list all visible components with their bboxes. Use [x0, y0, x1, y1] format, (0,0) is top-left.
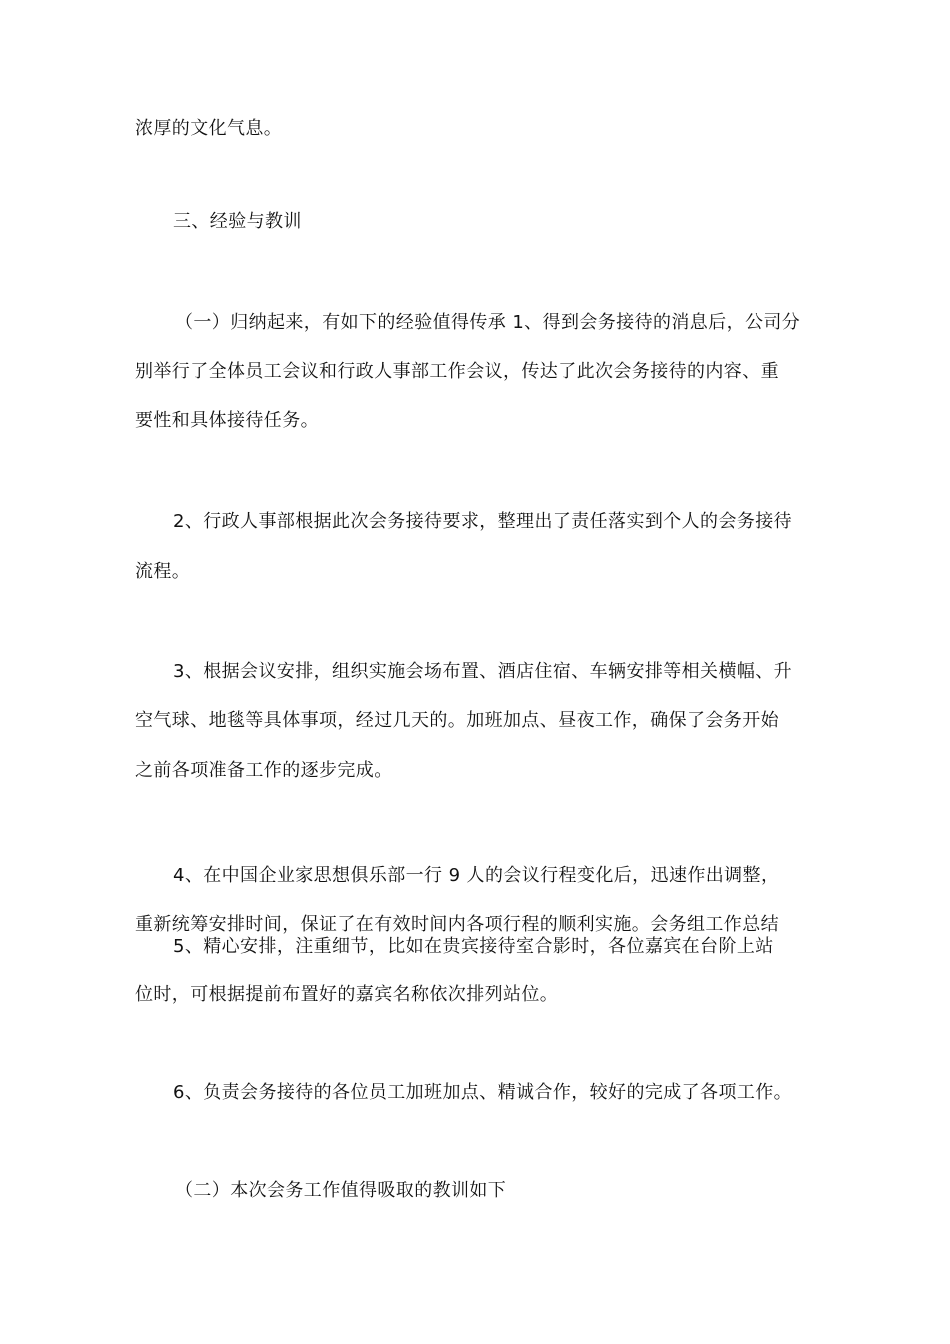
paragraph-line: 位时，可根据提前布置好的嘉宾名称依次排列站位。 — [135, 984, 559, 1005]
paragraph-line: 2、行政人事部根据此次会务接待要求，整理出了责任落实到个人的会务接待 — [173, 511, 793, 532]
paragraph-line: 浓厚的文化气息。 — [135, 118, 283, 139]
paragraph-line: 4、在中国企业家思想俱乐部一行 9 人的会议行程变化后，迅速作出调整， — [173, 865, 780, 886]
section-heading: 三、经验与教训 — [173, 211, 302, 232]
paragraph-line: 6、负责会务接待的各位员工加班加点、精诚合作，较好的完成了各项工作。 — [173, 1082, 793, 1103]
paragraph-line: 流程。 — [135, 561, 191, 582]
paragraph-line: 3、根据会议安排，组织实施会场布置、酒店住宿、车辆安排等相关横幅、升 — [173, 661, 793, 682]
paragraph-line: 5、精心安排，注重细节，比如在贵宾接待室合影时，各位嘉宾在台阶上站 — [173, 936, 774, 957]
paragraph-line: 别举行了全体员工会议和行政人事部工作会议，传达了此次会务接待的内容、重 — [135, 361, 779, 382]
subsection-heading: （二）本次会务工作值得吸取的教训如下 — [175, 1180, 507, 1201]
paragraph-line: 之前各项准备工作的逐步完成。 — [135, 760, 393, 781]
paragraph-line: 要性和具体接待任务。 — [135, 410, 319, 431]
paragraph-line: 空气球、地毯等具体事项，经过几天的。加班加点、昼夜工作，确保了会务开始 — [135, 710, 779, 731]
paragraph-line: 重新统筹安排时间，保证了在有效时间内各项行程的顺利实施。会务组工作总结 — [135, 914, 779, 935]
paragraph-line: （一）归纳起来，有如下的经验值得传承 1、得到会务接待的消息后，公司分 — [175, 312, 801, 333]
